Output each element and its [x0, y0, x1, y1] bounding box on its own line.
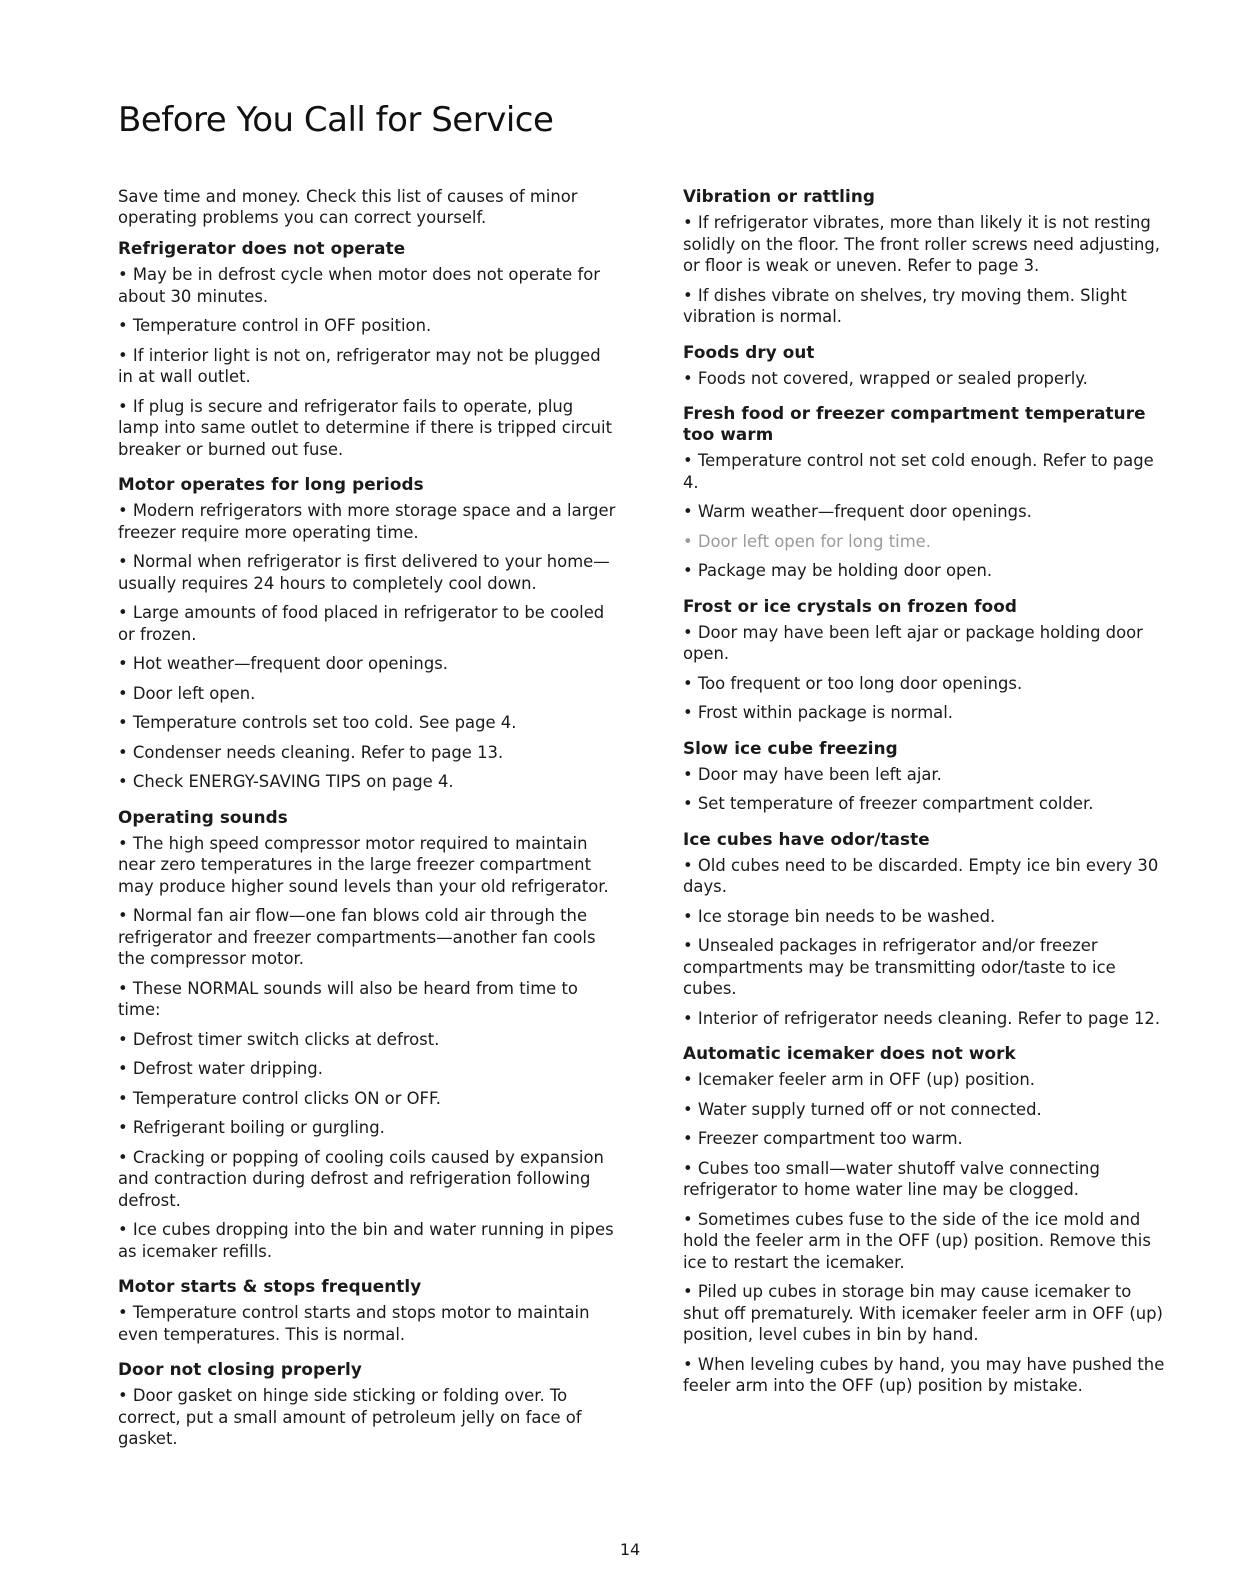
- section-heading: Door not closing properly: [118, 1359, 362, 1379]
- list-item: • Cracking or popping of cooling coils caused by expansion and contraction during defrost and refrigeration following defrost.: [118, 1147, 604, 1210]
- list-item: • Set temperature of freezer compartment colder.: [683, 794, 1094, 813]
- list-item: • Refrigerant boiling or gurgling.: [118, 1118, 385, 1137]
- list-item: • Frost within package is normal.: [683, 703, 953, 722]
- section-ice-cubes-odor: [683, 829, 1169, 1030]
- section-icemaker-not-working: [683, 1043, 1169, 1397]
- page-title: Before You Call for Service: [118, 100, 554, 140]
- list-item: • Warm weather—frequent door openings.: [683, 502, 1032, 521]
- list-item: • Sometimes cubes fuse to the side of the ice mold and hold the feeler arm in the OFF (up) position. Remove this ice to restart the icemaker.: [683, 1209, 1151, 1272]
- list-item: • Interior of refrigerator needs cleaning. Refer to page 12.: [683, 1008, 1161, 1028]
- section-heading: Motor operates for long periods: [118, 474, 424, 494]
- list-item: • Ice storage bin needs to be washed.: [683, 906, 996, 926]
- list-item: • Water supply turned off or not connected.: [683, 1099, 1042, 1119]
- section-heading: Foods dry out: [683, 341, 815, 362]
- list-item: • Too frequent or too long door openings.: [683, 673, 1023, 693]
- list-item: • Package may be holding door open.: [683, 561, 993, 580]
- list-item: • When leveling cubes by hand, you may have pushed the feeler arm into the OFF (up) position by mistake.: [683, 1354, 1165, 1395]
- section-heading: Frost or ice crystals on frozen food: [683, 595, 1018, 616]
- list-item: • Cubes too small—water shutoff valve connecting refrigerator to home water line may be clogged.: [683, 1158, 1100, 1199]
- section-slow-ice-cube-freezing: [683, 738, 1169, 815]
- list-item: • The high speed compressor motor required to maintain near zero temperatures in the large freezer compartment may produce higher sound levels than your old refrigerator.: [118, 833, 609, 896]
- section-foods-dry-out: [683, 342, 1169, 390]
- list-item: • Defrost water dripping.: [118, 1059, 323, 1078]
- list-item: • Modern refrigerators with more storage space and a larger freezer require more operating time.: [118, 501, 616, 542]
- list-item: • Defrost timer switch clicks at defrost.: [118, 1029, 440, 1049]
- list-item: • Check ENERGY-SAVING TIPS on page 4.: [118, 772, 454, 791]
- list-item: • Door may have been left ajar.: [683, 764, 942, 784]
- page-number: 14: [619, 1540, 641, 1559]
- intro-text: Save time and money. Check this list of causes of minor operating problems you can correct yourself.: [118, 187, 578, 227]
- section-operating-sounds: [118, 807, 618, 1263]
- list-item: • If refrigerator vibrates, more than likely it is not resting solidly on the floor. The front roller screws need adjusting, or floor is weak or uneven. Refer to page 3.: [683, 213, 1161, 275]
- section-heading: Automatic icemaker does not work: [683, 1043, 1016, 1063]
- section-frost-ice-crystals: [683, 596, 1169, 724]
- section-heading: Fresh food or freezer compartment temperature too warm: [683, 403, 1146, 444]
- list-item: • Foods not covered, wrapped or sealed properly.: [683, 368, 1088, 388]
- list-item: • Temperature controls set too cold. See page 4.: [118, 713, 517, 732]
- list-item: • If dishes vibrate on shelves, try moving them. Slight vibration is normal.: [683, 285, 1127, 326]
- section-refrigerator-does-not-operate: [118, 238, 618, 460]
- list-item: • If interior light is not on, refrigerator may not be plugged in at wall outlet.: [118, 345, 601, 386]
- list-item: • Door left open.: [118, 683, 256, 703]
- list-item: • Unsealed packages in refrigerator and/or freezer compartments may be transmitting odor/taste to ice cubes.: [683, 936, 1116, 998]
- section-heading: Ice cubes have odor/taste: [683, 828, 930, 849]
- left-column: [118, 186, 618, 1458]
- list-item: • Door left open for long time.: [683, 531, 931, 551]
- section-heading: Motor starts & stops frequently: [118, 1276, 422, 1296]
- section-vibration-rattling: [683, 186, 1169, 328]
- list-item: • Temperature control clicks ON or OFF.: [118, 1088, 441, 1108]
- list-item: • Old cubes need to be discarded. Empty ice bin every 30 days.: [683, 855, 1159, 896]
- list-item: • May be in defrost cycle when motor does not operate for about 30 minutes.: [118, 265, 600, 306]
- list-item: • Temperature control in OFF position.: [118, 316, 432, 335]
- section-door-not-closing: [118, 1359, 618, 1450]
- list-item: • Temperature control starts and stops motor to maintain even temperatures. This is normal.: [118, 1303, 590, 1344]
- list-item: • Freezer compartment too warm.: [683, 1129, 963, 1148]
- list-item: • Normal fan air flow—one fan blows cold air through the refrigerator and freezer compartments—another fan cools the compressor motor.: [118, 906, 596, 968]
- list-item: • Door gasket on hinge side sticking or folding over. To correct, put a small amount of petroleum jelly on face of gasket.: [118, 1386, 582, 1448]
- section-heading: Vibration or rattling: [683, 186, 876, 206]
- section-heading: Refrigerator does not operate: [118, 238, 406, 258]
- section-temperature-too-warm: [683, 403, 1169, 582]
- list-item: • Icemaker feeler arm in OFF (up) position.: [683, 1070, 1035, 1089]
- list-item: • Ice cubes dropping into the bin and water running in pipes as icemaker refills.: [118, 1220, 614, 1261]
- list-item: • Hot weather—frequent door openings.: [118, 654, 448, 673]
- list-item: • Temperature control not set cold enough. Refer to page 4.: [683, 451, 1154, 492]
- list-item: • Large amounts of food placed in refrigerator to be cooled or frozen.: [118, 603, 605, 644]
- list-item: • Piled up cubes in storage bin may cause icemaker to shut off prematurely. With icemaker feeler arm in OFF (up) position, level cubes in bin by hand.: [683, 1282, 1163, 1344]
- right-column: [683, 186, 1169, 1405]
- section-motor-starts-stops: [118, 1276, 618, 1345]
- list-item: • Normal when refrigerator is first delivered to your home—usually requires 24 hours to completely cool down.: [118, 552, 610, 593]
- list-item: • Condenser needs cleaning. Refer to page 13.: [118, 742, 504, 762]
- section-heading: Slow ice cube freezing: [683, 737, 898, 758]
- section-heading: Operating sounds: [118, 806, 288, 827]
- list-item: • Door may have been left ajar or package holding door open.: [683, 622, 1143, 663]
- section-motor-operates-long: [118, 474, 618, 793]
- list-item: • These NORMAL sounds will also be heard from time to time:: [118, 978, 578, 1019]
- list-item: • If plug is secure and refrigerator fails to operate, plug lamp into same outlet to determine if there is tripped circuit breaker or burned out fuse.: [118, 396, 613, 459]
